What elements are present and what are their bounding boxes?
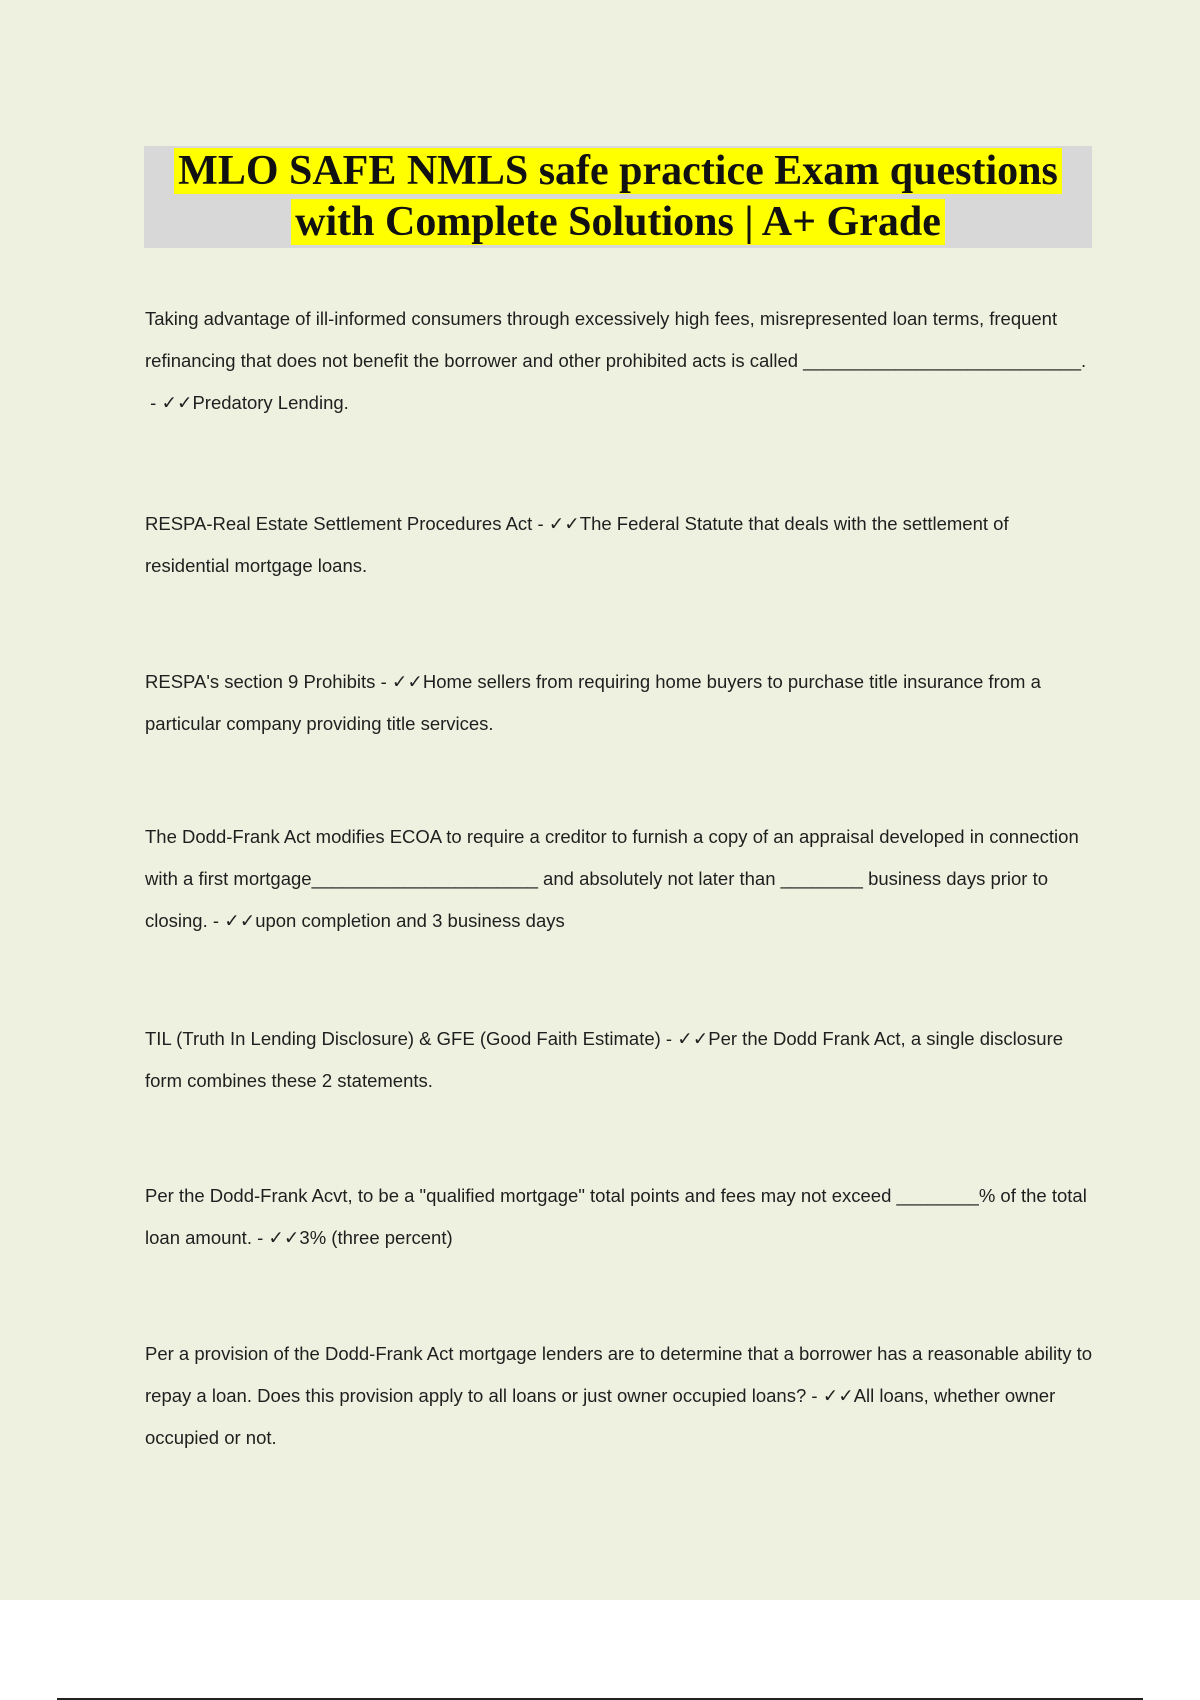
answer-text: ✓✓The Federal Statute that deals with the settlement of residential mortgage loans. [145,513,1009,576]
answer-separator: - [145,392,162,413]
answer-separator: - [660,1028,678,1049]
question-text: The Dodd-Frank Act modifies ECOA to require a creditor to furnish a copy of an appraisal developed in connection with a first mortgage______________________ and absolutely not later than ________ business days prior to closing. [145,826,1079,931]
answer-separator: - [806,1385,823,1406]
qa-item-5 [145,1018,1095,1102]
answer-separator: - [207,910,225,931]
answer-text: ✓✓Per the Dodd Frank Act, a single disclosure form combines these 2 statements. [145,1028,1064,1091]
answer-separator: - [532,513,549,534]
qa-item-4 [145,816,1095,942]
answer-text: ✓✓upon completion and 3 business days [224,910,565,931]
answer-text: ✓✓All loans, whether owner occupied or not. [145,1385,1056,1448]
title-line-2: with Complete Solutions | A+ Grade [144,197,1092,248]
qa-item-2 [145,503,1095,587]
question-text: Per the Dodd-Frank Acvt, to be a "qualified mortgage" total points and fees may not exceed ________% of the total loan amount. [145,1185,1087,1248]
question-text: RESPA's section 9 Prohibits [145,671,376,692]
answer-text: ✓✓Predatory Lending. [161,392,349,413]
answer-text: ✓✓Home sellers from requiring home buyers to purchase title insurance from a particular company providing title services. [145,671,1041,734]
answer-separator: - [251,1227,269,1248]
qa-item-7 [145,1333,1095,1459]
qa-item-6 [145,1175,1095,1259]
qa-item-1 [145,298,1095,424]
question-text: Per a provision of the Dodd-Frank Act mortgage lenders are to determine that a borrower has a reasonable ability to repay a loan. Does this provision apply to all loans or just owner occupied loans? [145,1343,1093,1406]
answer-separator: - [375,671,392,692]
question-text: RESPA-Real Estate Settlement Procedures Act [145,513,533,534]
question-text: TIL (Truth In Lending Disclosure) & GFE (Good Faith Estimate) [145,1028,661,1049]
document-title [144,146,1092,248]
answer-text: ✓✓3% (three percent) [268,1227,453,1248]
qa-item-3 [145,661,1095,745]
question-text: Taking advantage of ill-informed consumers through excessively high fees, misrepresented loan terms, frequent refinancing that does not benefit the borrower and other prohibited acts is called ___________________________. [145,308,1087,371]
title-line-1: MLO SAFE NMLS safe practice Exam questions [144,146,1092,197]
